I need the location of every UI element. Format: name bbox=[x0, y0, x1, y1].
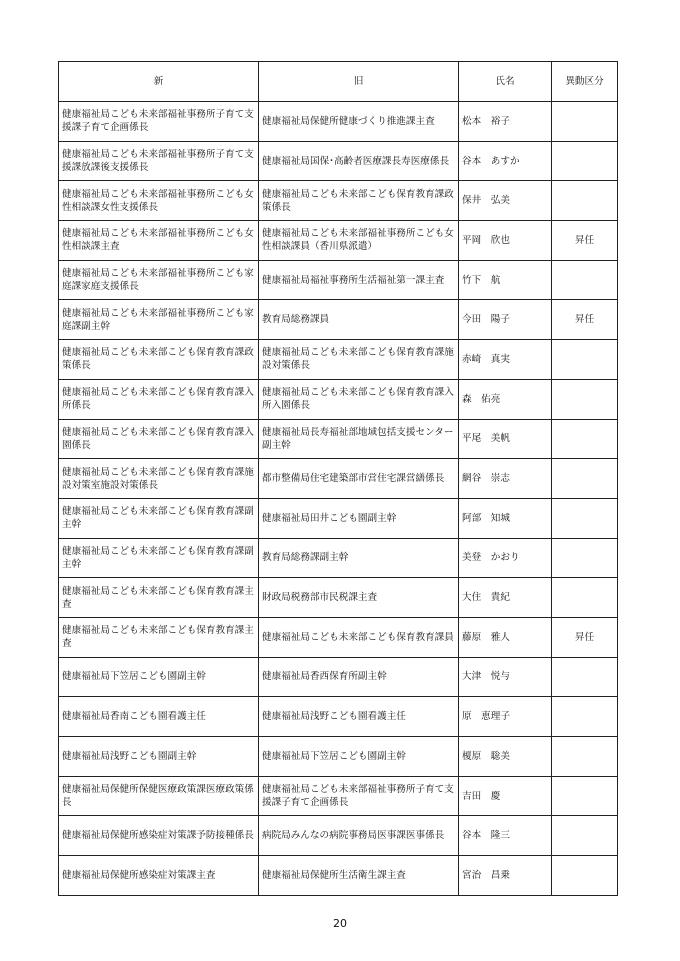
cell-new-position: 健康福祉局こども未来部こども保育教育課副主幹 bbox=[59, 538, 259, 578]
cell-transfer-type bbox=[552, 181, 618, 221]
table-row bbox=[59, 697, 618, 737]
cell-transfer-type bbox=[552, 578, 618, 618]
table-row bbox=[59, 657, 618, 697]
cell-old-position: 健康福祉局福祉事務所生活福祉第一課主査 bbox=[259, 260, 459, 300]
cell-transfer-type bbox=[552, 816, 618, 856]
cell-old-position: 健康福祉局下笠居こども園副主幹 bbox=[259, 737, 459, 777]
table-row bbox=[59, 141, 618, 181]
cell-old-position: 健康福祉局保健所生活衛生課主査 bbox=[259, 856, 459, 896]
cell-name: 宮治 昌乗 bbox=[459, 856, 552, 896]
cell-name: 阿部 知城 bbox=[459, 498, 552, 538]
cell-old-position: 健康福祉局こども未来部福祉事務所こども女性相談課員（香川県派遣） bbox=[259, 221, 459, 261]
cell-new-position: 健康福祉局こども未来部こども保育教育課政策係長 bbox=[59, 340, 259, 380]
cell-name: 原 恵理子 bbox=[459, 697, 552, 737]
cell-name: 吉田 慶 bbox=[459, 776, 552, 816]
cell-name: 竹下 航 bbox=[459, 260, 552, 300]
cell-transfer-type bbox=[552, 340, 618, 380]
table-row bbox=[59, 776, 618, 816]
cell-transfer-type bbox=[552, 737, 618, 777]
table-row bbox=[59, 102, 618, 142]
table-row bbox=[59, 578, 618, 618]
cell-old-position: 健康福祉局香西保育所副主幹 bbox=[259, 657, 459, 697]
cell-old-position: 健康福祉局こども未来部こども保育教育課政策係長 bbox=[259, 181, 459, 221]
cell-new-position: 健康福祉局こども未来部こども保育教育課主査 bbox=[59, 578, 259, 618]
table-body bbox=[59, 102, 618, 896]
cell-old-position: 健康福祉局こども未来部こども保育教育課入所入園係長 bbox=[259, 379, 459, 419]
header-new: 新 bbox=[59, 62, 259, 102]
cell-name: 藤原 雅人 bbox=[459, 617, 552, 657]
table-row bbox=[59, 300, 618, 340]
cell-transfer-type: 昇任 bbox=[552, 221, 618, 261]
personnel-transfer-table bbox=[58, 61, 618, 896]
cell-name: 今田 陽子 bbox=[459, 300, 552, 340]
cell-new-position: 健康福祉局こども未来部福祉事務所こども女性相談課主査 bbox=[59, 221, 259, 261]
table-row bbox=[59, 181, 618, 221]
cell-transfer-type bbox=[552, 856, 618, 896]
cell-new-position: 健康福祉局香南こども園看護主任 bbox=[59, 697, 259, 737]
cell-name: 谷本 隆三 bbox=[459, 816, 552, 856]
cell-name: 大住 貴紀 bbox=[459, 578, 552, 618]
cell-new-position: 健康福祉局浅野こども園副主幹 bbox=[59, 737, 259, 777]
cell-new-position: 健康福祉局下笠居こども園副主幹 bbox=[59, 657, 259, 697]
cell-transfer-type: 昇任 bbox=[552, 617, 618, 657]
cell-old-position: 健康福祉局保健所健康づくり推進課主査 bbox=[259, 102, 459, 142]
cell-name: 平尾 美帆 bbox=[459, 419, 552, 459]
cell-transfer-type: 昇任 bbox=[552, 300, 618, 340]
cell-transfer-type bbox=[552, 102, 618, 142]
cell-transfer-type bbox=[552, 498, 618, 538]
cell-transfer-type bbox=[552, 538, 618, 578]
table-row bbox=[59, 538, 618, 578]
cell-name: 保井 弘美 bbox=[459, 181, 552, 221]
table-row bbox=[59, 498, 618, 538]
table-row bbox=[59, 816, 618, 856]
cell-new-position: 健康福祉局こども未来部こども保育教育課副主幹 bbox=[59, 498, 259, 538]
cell-transfer-type bbox=[552, 657, 618, 697]
cell-old-position: 健康福祉局国保･高齢者医療課長寿医療係長 bbox=[259, 141, 459, 181]
cell-old-position: 教育局総務課員 bbox=[259, 300, 459, 340]
table-row bbox=[59, 459, 618, 499]
cell-old-position: 健康福祉局長寿福祉部地域包括支援センター副主幹 bbox=[259, 419, 459, 459]
table-row bbox=[59, 260, 618, 300]
cell-new-position: 健康福祉局こども未来部福祉事務所子育て支援課放課後支援係長 bbox=[59, 141, 259, 181]
cell-old-position: 病院局みんなの病院事務局医事課医事係長 bbox=[259, 816, 459, 856]
cell-new-position: 健康福祉局こども未来部福祉事務所こども家庭課家庭支援係長 bbox=[59, 260, 259, 300]
cell-old-position: 健康福祉局田井こども園副主幹 bbox=[259, 498, 459, 538]
cell-name: 平岡 欣也 bbox=[459, 221, 552, 261]
cell-new-position: 健康福祉局保健所感染症対策課主査 bbox=[59, 856, 259, 896]
table-header-row bbox=[59, 62, 618, 102]
cell-new-position: 健康福祉局保健所感染症対策課予防接種係長 bbox=[59, 816, 259, 856]
cell-old-position: 都市整備局住宅建築部市営住宅課営繕係長 bbox=[259, 459, 459, 499]
cell-transfer-type bbox=[552, 260, 618, 300]
cell-transfer-type bbox=[552, 419, 618, 459]
cell-transfer-type bbox=[552, 141, 618, 181]
header-type: 異動区分 bbox=[552, 62, 618, 102]
cell-transfer-type bbox=[552, 697, 618, 737]
cell-old-position: 健康福祉局こども未来部福祉事務所子育て支援課子育て企画係長 bbox=[259, 776, 459, 816]
cell-old-position: 健康福祉局浅野こども園看護主任 bbox=[259, 697, 459, 737]
header-old: 旧 bbox=[259, 62, 459, 102]
cell-name: 大津 悦与 bbox=[459, 657, 552, 697]
cell-transfer-type bbox=[552, 379, 618, 419]
table-row bbox=[59, 221, 618, 261]
cell-new-position: 健康福祉局こども未来部こども保育教育課入園係長 bbox=[59, 419, 259, 459]
cell-transfer-type bbox=[552, 459, 618, 499]
table-row bbox=[59, 340, 618, 380]
cell-new-position: 健康福祉局こども未来部福祉事務所こども女性相談課女性支援係長 bbox=[59, 181, 259, 221]
table-row bbox=[59, 379, 618, 419]
cell-name: 松本 裕子 bbox=[459, 102, 552, 142]
page-number: 20 bbox=[333, 917, 347, 930]
cell-transfer-type bbox=[552, 776, 618, 816]
cell-name: 網谷 崇志 bbox=[459, 459, 552, 499]
cell-name: 谷本 あすか bbox=[459, 141, 552, 181]
cell-new-position: 健康福祉局こども未来部福祉事務所こども家庭課副主幹 bbox=[59, 300, 259, 340]
cell-old-position: 健康福祉局こども未来部こども保育教育課施設対策係長 bbox=[259, 340, 459, 380]
cell-name: 森 佑亮 bbox=[459, 379, 552, 419]
cell-new-position: 健康福祉局こども未来部こども保育教育課施設対策室施設対策係長 bbox=[59, 459, 259, 499]
cell-new-position: 健康福祉局こども未来部こども保育教育課主査 bbox=[59, 617, 259, 657]
header-name: 氏名 bbox=[459, 62, 552, 102]
cell-old-position: 教育局総務課副主幹 bbox=[259, 538, 459, 578]
cell-new-position: 健康福祉局こども未来部福祉事務所子育て支援課子育て企画係長 bbox=[59, 102, 259, 142]
table-row bbox=[59, 737, 618, 777]
cell-new-position: 健康福祉局こども未来部こども保育教育課入所係長 bbox=[59, 379, 259, 419]
table-row bbox=[59, 856, 618, 896]
cell-name: 美登 かおり bbox=[459, 538, 552, 578]
cell-name: 赤崎 真実 bbox=[459, 340, 552, 380]
cell-new-position: 健康福祉局保健所保健医療政策課医療政策係長 bbox=[59, 776, 259, 816]
table-row bbox=[59, 617, 618, 657]
table-row bbox=[59, 419, 618, 459]
cell-old-position: 健康福祉局こども未来部こども保育教育課員 bbox=[259, 617, 459, 657]
cell-name: 榎原 聡美 bbox=[459, 737, 552, 777]
cell-old-position: 財政局税務部市民税課主査 bbox=[259, 578, 459, 618]
